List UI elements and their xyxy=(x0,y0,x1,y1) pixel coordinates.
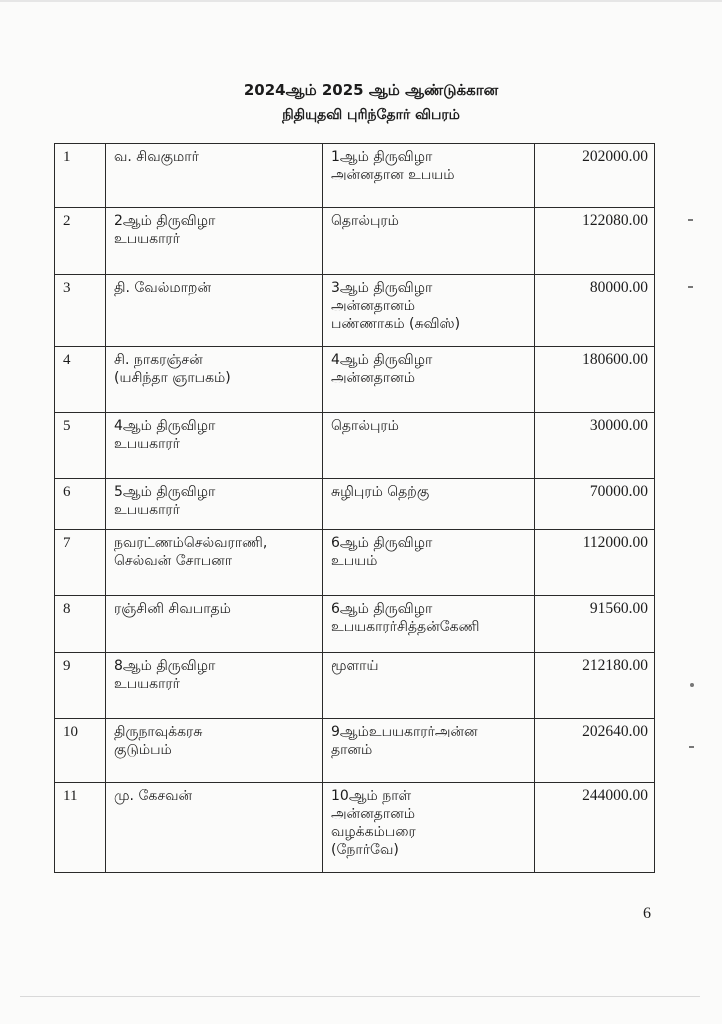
donation-detail-cell xyxy=(323,653,535,719)
margin-mark xyxy=(688,219,693,221)
donation-detail-cell xyxy=(323,347,535,413)
donor-name-cell xyxy=(106,596,323,653)
serial-number-text: 5 xyxy=(63,418,71,434)
amount-cell xyxy=(535,596,655,653)
donor-name-text: 8ஆம் திருவிழா உபயகாரர் xyxy=(114,658,216,692)
serial-number-cell xyxy=(55,208,106,275)
donation-detail-text: 3ஆம் திருவிழா அன்னதானம் பண்ணாகம் (சுவிஸ்) xyxy=(331,280,461,332)
serial-number-text: 9 xyxy=(63,658,71,674)
serial-number-cell xyxy=(55,144,106,208)
donor-row xyxy=(55,144,655,208)
amount-text: 70000.00 xyxy=(589,483,648,500)
donor-name-cell xyxy=(106,719,323,783)
amount-cell xyxy=(535,479,655,530)
page-number: 6 xyxy=(643,905,651,922)
serial-number-cell xyxy=(55,719,106,783)
serial-number-cell xyxy=(55,783,106,873)
serial-number-text: 6 xyxy=(63,484,71,500)
amount-text: 212180.00 xyxy=(582,657,648,674)
amount-text: 112000.00 xyxy=(582,534,648,551)
donor-name-cell xyxy=(106,208,323,275)
donor-name-text: திருநாவுக்கரசு குடும்பம் xyxy=(114,724,203,758)
serial-number-text: 11 xyxy=(63,788,78,804)
donor-name-text: 5ஆம் திருவிழா உபயகாரர் xyxy=(114,484,216,518)
serial-number-cell xyxy=(55,596,106,653)
serial-number-text: 7 xyxy=(63,535,71,551)
donor-row xyxy=(55,208,655,275)
donation-detail-cell xyxy=(323,719,535,783)
donation-detail-text: 6ஆம் திருவிழா உபயம் xyxy=(331,535,433,569)
serial-number-text: 4 xyxy=(63,352,71,368)
margin-mark xyxy=(690,683,694,687)
page-bottom-rule xyxy=(20,996,700,997)
donation-detail-text: மூளாய் xyxy=(331,658,379,674)
donor-table-body xyxy=(55,144,655,873)
donation-detail-cell xyxy=(323,208,535,275)
donor-row xyxy=(55,347,655,413)
donor-row xyxy=(55,530,655,596)
donor-row xyxy=(55,275,655,347)
donor-name-cell xyxy=(106,479,323,530)
serial-number-text: 1 xyxy=(63,149,71,165)
serial-number-text: 2 xyxy=(63,213,71,229)
donor-name-text: 4ஆம் திருவிழா உபயகாரர் xyxy=(114,418,216,452)
donor-row xyxy=(55,479,655,530)
donor-row xyxy=(55,719,655,783)
margin-mark xyxy=(689,746,694,748)
donor-name-text: ரஞ்சினி சிவபாதம் xyxy=(114,601,231,617)
amount-text: 91560.00 xyxy=(589,600,648,617)
donation-detail-text: 6ஆம் திருவிழா உபயகாரர்சித்தன்கேணி xyxy=(331,601,480,635)
donor-row xyxy=(55,783,655,873)
donor-row xyxy=(55,653,655,719)
amount-text: 244000.00 xyxy=(582,787,648,804)
amount-cell xyxy=(535,208,655,275)
donor-name-cell xyxy=(106,653,323,719)
amount-cell xyxy=(535,653,655,719)
donation-detail-text: 1ஆம் திருவிழா அன்னதான உபயம் xyxy=(331,149,455,183)
amount-cell xyxy=(535,719,655,783)
donor-name-text: நவரட்ணம்செல்வராணி, செல்வன் சோபனா xyxy=(114,535,268,569)
donation-detail-cell xyxy=(323,144,535,208)
donation-detail-cell xyxy=(323,530,535,596)
donor-row xyxy=(55,596,655,653)
serial-number-cell xyxy=(55,653,106,719)
amount-text: 202000.00 xyxy=(582,148,648,165)
donation-detail-text: 9ஆம்உபயகாரர்அன்ன தானம் xyxy=(331,724,478,758)
donor-name-cell xyxy=(106,413,323,479)
donation-detail-text: தொல்புரம் xyxy=(331,418,399,434)
donation-detail-cell xyxy=(323,783,535,873)
amount-cell xyxy=(535,347,655,413)
serial-number-text: 10 xyxy=(63,724,78,740)
page-edge xyxy=(0,0,722,2)
document-heading xyxy=(0,80,722,126)
donor-name-cell xyxy=(106,144,323,208)
donor-name-cell xyxy=(106,530,323,596)
amount-cell xyxy=(535,275,655,347)
donation-detail-cell xyxy=(323,275,535,347)
heading-title: 2024ஆம் 2025 ஆம் ஆண்டுக்கான xyxy=(243,81,499,99)
donation-detail-text: சுழிபுரம் தெற்கு xyxy=(331,484,430,500)
donor-name-cell xyxy=(106,347,323,413)
margin-mark xyxy=(688,286,693,288)
donation-detail-text: 10ஆம் நாள் அன்னதானம் வழக்கம்பரை (நோர்வே) xyxy=(331,788,416,858)
amount-text: 202640.00 xyxy=(582,723,648,740)
serial-number-cell xyxy=(55,479,106,530)
amount-text: 122080.00 xyxy=(582,212,648,229)
donation-detail-cell xyxy=(323,413,535,479)
donation-detail-text: 4ஆம் திருவிழா அன்னதானம் xyxy=(331,352,433,386)
serial-number-cell xyxy=(55,413,106,479)
donor-name-text: 2ஆம் திருவிழா உபயகாரர் xyxy=(114,213,216,247)
serial-number-cell xyxy=(55,530,106,596)
amount-text: 30000.00 xyxy=(589,417,648,434)
amount-text: 80000.00 xyxy=(589,279,648,296)
donation-detail-cell xyxy=(323,479,535,530)
amount-cell xyxy=(535,144,655,208)
heading-subtitle: நிதியுதவி புரிந்தோர் விபரம் xyxy=(282,107,460,123)
donor-name-cell xyxy=(106,783,323,873)
amount-cell xyxy=(535,413,655,479)
donation-detail-text: தொல்புரம் xyxy=(331,213,399,229)
donation-detail-cell xyxy=(323,596,535,653)
serial-number-cell xyxy=(55,347,106,413)
donor-row xyxy=(55,413,655,479)
serial-number-text: 8 xyxy=(63,601,71,617)
amount-cell xyxy=(535,783,655,873)
donor-table xyxy=(54,143,655,873)
amount-cell xyxy=(535,530,655,596)
serial-number-cell xyxy=(55,275,106,347)
donor-name-text: சி. நாகரஞ்சன் (யசிந்தா ஞாபகம்) xyxy=(114,352,231,386)
donor-name-text: மு. கேசவன் xyxy=(114,788,193,804)
serial-number-text: 3 xyxy=(63,280,71,296)
donor-name-text: தி. வேல்மாறன் xyxy=(114,280,212,296)
amount-text: 180600.00 xyxy=(582,351,648,368)
donor-name-text: வ. சிவகுமார் xyxy=(114,149,199,165)
donor-name-cell xyxy=(106,275,323,347)
